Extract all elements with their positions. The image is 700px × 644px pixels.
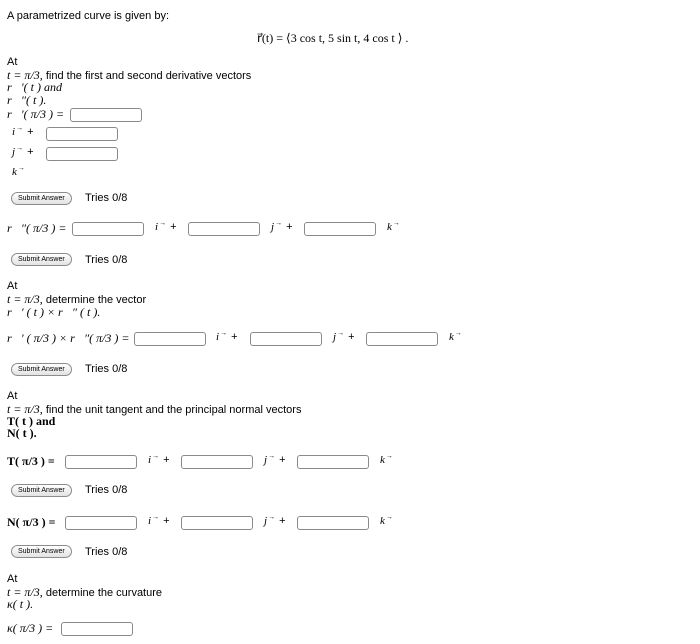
r1-j-label: j→ + (12, 144, 34, 158)
j-unit-label: j (333, 331, 337, 343)
part4-t-value: t = π/3, (7, 585, 43, 599)
tries-counter-3: Tries 0/8 (85, 363, 128, 375)
part1-t-value: t = π/3, (7, 68, 43, 82)
r1-k-label: k→ (12, 164, 25, 178)
cross-k-label: k→ (449, 329, 462, 343)
r2-label: r⃗″( π/3 ) = (7, 221, 67, 235)
plus-sign: + (27, 146, 34, 158)
i-unit-label: i (12, 126, 16, 138)
part4-instruction-text: determine the curvature (45, 587, 163, 599)
cross-input-i[interactable] (134, 332, 206, 346)
cross-label: r⃗′ ( π/3 ) × r⃗″( π/3 ) = (7, 331, 130, 345)
r2-input-j[interactable] (188, 222, 260, 236)
submit-answer-button-5[interactable]: Submit Answer (11, 545, 72, 558)
k-unit-label: k (449, 331, 454, 343)
plus-sign: + (279, 454, 286, 466)
r2-k-label: k→ (387, 219, 400, 233)
part2-at: At (7, 280, 18, 292)
part4-at: At (7, 573, 18, 585)
T-input-i[interactable] (65, 455, 137, 469)
j-unit-label: j (271, 221, 275, 233)
plus-sign: + (286, 221, 293, 233)
T-k-label: k→ (380, 452, 393, 466)
kappa-label: κ( π/3 ) = (7, 621, 54, 635)
N-label: N( π/3 ) = (7, 515, 56, 529)
part2-line: r⃗′ ( t ) × r⃗″ ( t ). (7, 305, 101, 319)
part1-line-r1: r⃗′( t ) and (7, 80, 62, 94)
N-input-i[interactable] (65, 516, 137, 530)
N-input-k[interactable] (297, 516, 369, 530)
part2-t-value: t = π/3, (7, 292, 43, 306)
submit-answer-button-1[interactable]: Submit Answer (11, 192, 72, 205)
N-j-label: j→ + (264, 513, 286, 527)
k-unit-label: k (387, 221, 392, 233)
j-unit-label: j (264, 454, 268, 466)
T-input-k[interactable] (297, 455, 369, 469)
r1-input-j[interactable] (46, 127, 118, 141)
plus-sign: + (27, 126, 34, 138)
tries-counter-2: Tries 0/8 (85, 254, 128, 266)
r2-input-k[interactable] (304, 222, 376, 236)
r2-input-i[interactable] (72, 222, 144, 236)
T-input-j[interactable] (181, 455, 253, 469)
cross-input-j[interactable] (250, 332, 322, 346)
i-unit-label: i (148, 515, 152, 527)
tries-counter-4: Tries 0/8 (85, 484, 128, 496)
r1-input-i[interactable] (70, 108, 142, 122)
plus-sign: + (163, 515, 170, 527)
T-i-label: i→ + (148, 452, 170, 466)
j-unit-label: j (12, 146, 16, 158)
T-j-label: j→ + (264, 452, 286, 466)
i-unit-label: i (155, 221, 159, 233)
r1-input-k[interactable] (46, 147, 118, 161)
k-unit-label: k (12, 166, 17, 178)
k-unit-label: k (380, 515, 385, 527)
submit-answer-button-4[interactable]: Submit Answer (11, 484, 72, 497)
kappa-input[interactable] (61, 622, 133, 636)
part1-instruction-text: find the first and second derivative vectors (45, 70, 252, 82)
r2-i-label: i→ + (155, 219, 177, 233)
cross-j-label: j→ + (333, 329, 355, 343)
N-input-j[interactable] (181, 516, 253, 530)
j-unit-label: j (264, 515, 268, 527)
r1-label: r⃗′( π/3 ) = (7, 107, 65, 121)
part1-at: At (7, 56, 18, 68)
i-unit-label: i (216, 331, 220, 343)
plus-sign: + (170, 221, 177, 233)
part3-t-value: t = π/3, (7, 402, 43, 416)
part1-line-r2: r⃗″( t ). (7, 93, 47, 107)
T-label: T( π/3 ) = (7, 454, 55, 468)
part3-line-T: T( t ) and (7, 414, 56, 428)
curve-equation: r⃗(t) = ⟨3 cos t, 5 sin t, 4 cos t ⟩ . (257, 31, 409, 45)
tries-counter-5: Tries 0/8 (85, 546, 128, 558)
part3-at: At (7, 390, 18, 402)
part2-instruction-text: determine the vector (45, 294, 147, 306)
N-i-label: i→ + (148, 513, 170, 527)
plus-sign: + (163, 454, 170, 466)
plus-sign: + (231, 331, 238, 343)
k-unit-label: k (380, 454, 385, 466)
part4-line: κ( t ). (7, 597, 34, 611)
plus-sign: + (348, 331, 355, 343)
plus-sign: + (279, 515, 286, 527)
part3-instruction-text: find the unit tangent and the principal normal vectors (45, 404, 302, 416)
submit-answer-button-3[interactable]: Submit Answer (11, 363, 72, 376)
intro-text: A parametrized curve is given by: (7, 10, 170, 22)
cross-i-label: i→ + (216, 329, 238, 343)
N-k-label: k→ (380, 513, 393, 527)
tries-counter-1: Tries 0/8 (85, 192, 128, 204)
r1-i-label: i→ + (12, 124, 34, 138)
r2-j-label: j→ + (271, 219, 293, 233)
cross-input-k[interactable] (366, 332, 438, 346)
submit-answer-button-2[interactable]: Submit Answer (11, 253, 72, 266)
part3-line-N: N( t ). (7, 426, 37, 440)
i-unit-label: i (148, 454, 152, 466)
